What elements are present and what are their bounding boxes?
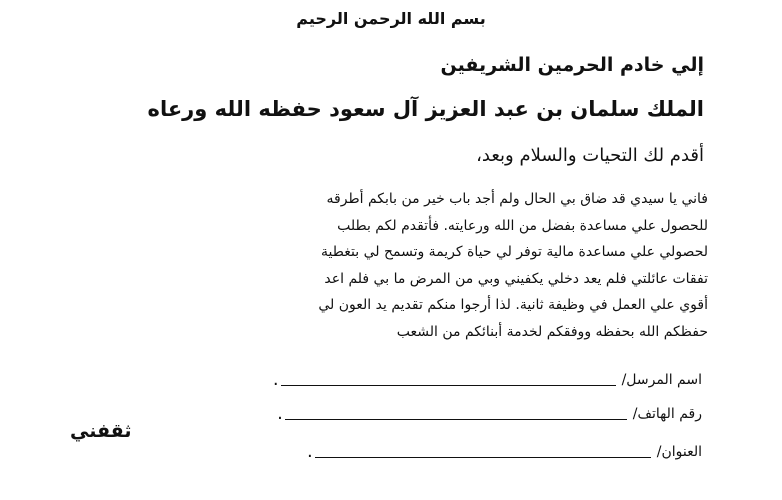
sender-name-label: اسم المرسل [626,372,702,388]
recipient-name: الملك سلمان بن عبد العزيز آل سعود حفظه الله ورعاه [147,97,704,121]
address-label: العنوان [661,444,702,460]
sender-name-blank [281,384,616,386]
field-separator: / [632,406,638,422]
body-line: للحصول علي مساعدة بفضل من الله ورعايته. فأتقدم لكم بطلب [337,217,708,234]
field-separator: / [656,444,662,460]
field-end-dot: . [307,441,313,462]
basmala: بسم الله الرحمن الرحيم [296,9,486,28]
body-line: تفقات عائلتي فلم يعد دخلي يكفيني وبي من المرض ما بي فلم اعد [324,270,708,287]
phone-number-field [273,399,702,423]
phone-number-blank [285,418,627,420]
body-line: حفظكم الله بحفظه ووفقكم لخدمة أبنائكم من الشعب [396,323,708,340]
signature-text: ثقفني [70,420,132,442]
body-line: أقوي علي العمل في وظيفة ثانية. لذا أرجوا منكم تقديم يد العون لي [318,297,708,314]
address-blank [315,456,651,458]
field-end-dot: . [272,369,279,390]
field-end-dot: . [277,403,283,424]
greeting: أقدم لك التحيات والسلام وبعد، [476,145,704,166]
sender-name-field [269,365,702,389]
letter-body [68,186,708,346]
address-field [303,437,702,461]
body-line: فاني يا سيدي قد ضاق بي الحال ولم أجد باب خير من بابكم أطرقه [326,191,708,207]
field-separator: / [621,372,627,388]
recipient-title: إلي خادم الحرمين الشريفين [440,54,704,76]
body-line: لحصولي علي مساعدة مالية توفر لي حياة كريمة وتسمح لي بتغطية [321,244,708,261]
phone-number-label: رقم الهاتف [637,406,702,422]
